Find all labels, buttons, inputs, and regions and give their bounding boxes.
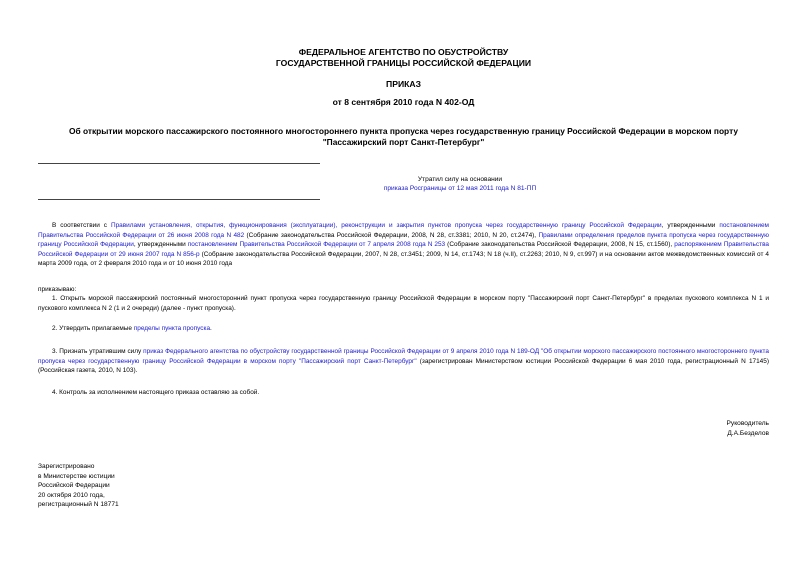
item-4	[38, 388, 769, 398]
item-4-text: 4. Контроль за исполнением настоящего приказа оставляю за собой.	[52, 389, 260, 396]
signatory-name: Д.А.Безделов	[727, 429, 769, 437]
document-date-number: от 8 сентября 2010 года N 402-ОД	[332, 97, 475, 107]
link-rules-checkpoints[interactable]: Правилами установления, открытия, функционирования (эксплуатации), реконструкции и закрытия пунктов пропуска через государственную границу Российской Федерации	[110, 222, 662, 229]
signature-block	[727, 419, 769, 438]
document-title-line2: "Пассажирский порт Санкт-Петербург"	[322, 137, 485, 147]
link-order-856r[interactable]: распоряжением Правительства Российской Федерации от 29 июня 2007 года N 856-р	[38, 241, 770, 258]
preamble-text: (Собрание законодательства Российской Федерации, 2008, N 15, ст.1560),	[445, 241, 675, 249]
divider-bottom	[38, 199, 320, 200]
item-2-text: 2. Утвердить прилагаемые	[52, 325, 134, 332]
link-resolution-482[interactable]: постановлением Правительства Российской Федерации от 26 июня 2008 года N 482	[38, 222, 769, 239]
item-2	[38, 324, 769, 334]
item-3-text: 3. Признать утратившим силу	[52, 348, 144, 355]
order-word: приказываю:	[38, 286, 77, 293]
link-checkpoint-limits[interactable]: пределы пункта пропуска	[133, 325, 211, 332]
registration-number: регистрационный N 18771	[38, 501, 119, 509]
link-resolution-253[interactable]: постановлением Правительства Российской Федерации от 7 апреля 2008 года N 253	[187, 241, 446, 249]
preamble-text: (Собрание законодательства Российской Федерации, 2008, N 28, ст.3381; 2010, N 20, ст.2474),	[244, 231, 539, 239]
status-note-link[interactable]: приказа Росграницы от 12 мая 2011 года N 81-ПП	[383, 185, 537, 192]
preamble-text: В соответствии с	[52, 222, 111, 229]
preamble-text: , утвержденными	[133, 241, 188, 249]
link-order-189od[interactable]: приказ Федерального агентства по обустройству государственной границы Российской Федерации от 9 апреля 2010 года N 189-ОД "Об открытии морского пассажирского постоянного многостороннего пункта пропуска через государственную границу Российской Федерации в морском порту "Пассажирский порт Санкт-Петербург"	[38, 348, 769, 365]
registration-line: Зарегистрировано	[38, 463, 95, 470]
document-title-line1: Об открытии морского пассажирского постоянного многостороннего пункта пропуска через государственную границу Российской Федерации в морском порту	[68, 126, 739, 136]
link-rules-limits[interactable]: Правилами определения пределов пункта пропуска через государственную границу Российской Федерации	[38, 231, 769, 249]
item-3	[38, 347, 769, 376]
preamble-paragraph	[38, 221, 769, 269]
item-1-text: 1. Открыть морской пассажирский постоянный многосторонний пункт пропуска через государственную границу Российской Федерации в морском порту "Пассажирский порт Санкт-Петербург" в пределах пускового комплекса N 1 и пускового комплекса N 2 (1 и 2 очереди) (далее - пункт пропуска).	[38, 295, 769, 312]
status-note-text: Утратил силу на основании	[417, 176, 503, 183]
item-2-text-end: .	[210, 325, 212, 332]
signatory-position: Руководитель	[726, 420, 769, 427]
document-type: ПРИКАЗ	[386, 79, 421, 89]
preamble-text: , утвержденными	[661, 222, 720, 229]
agency-name-line1: ФЕДЕРАЛЬНОЕ АГЕНТСТВО ПО ОБУСТРОЙСТВУ	[298, 47, 509, 57]
divider-top	[38, 163, 320, 164]
item-3-text-end: (зарегистрирован Министерством юстиции Российской Федерации 6 мая 2010 года, регистрационный N 17145) (Российская газета, 2010, N 103).	[38, 357, 769, 375]
item-1	[38, 294, 769, 313]
agency-name-line2: ГОСУДАРСТВЕННОЙ ГРАНИЦЫ РОССИЙСКОЙ ФЕДЕРАЦИИ	[275, 58, 532, 68]
preamble-text: (Собрание законодательства Российской Федерации, 2007, N 28, ст.3451; 2009, N 14, ст.1743; N 18 (ч.II), ст.2263; 2010, N 9, ст.997) и на основании актов межведомственных комиссий от 4 марта 2009 года, от 2 февраля 2010 года и от 10 июня 2010 года	[38, 250, 769, 268]
registration-line: Российской Федерации	[38, 482, 110, 490]
registration-block	[38, 462, 119, 510]
registration-date: 20 октября 2010 года,	[38, 491, 105, 499]
registration-line: в Министерстве юстиции	[38, 472, 115, 480]
